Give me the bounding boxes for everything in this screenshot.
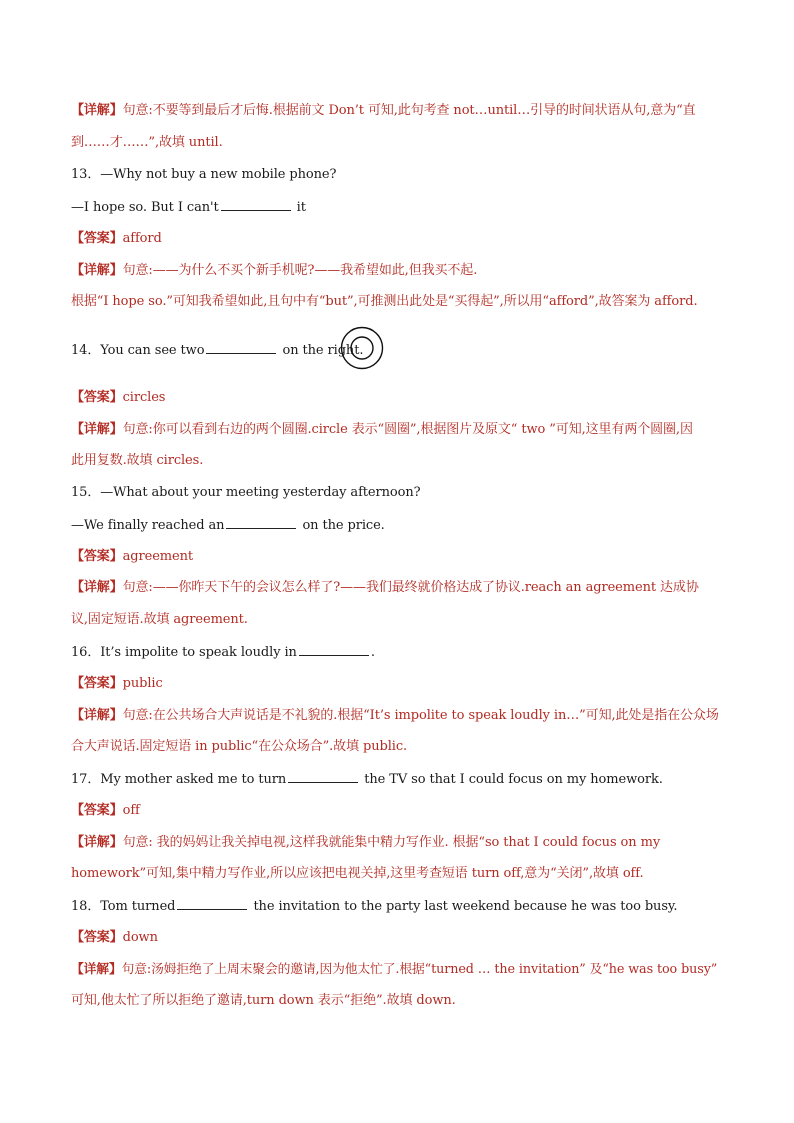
q15-blank [226, 515, 296, 529]
two-circles-figure [340, 326, 384, 370]
q13-question-line2: —I hope so. But I can't it [71, 197, 724, 218]
q18-detail-line2: 可知,他太忙了所以拒绝了邀请,turn down 表示“拒绝”.故填 down. [71, 993, 456, 1008]
q16-answer: 【答案】public [71, 676, 163, 691]
q15-question-line2: —We finally reached an on the price. [71, 515, 724, 536]
q18-detail-line1: 【详解】句意:汤姆拒绝了上周末聚会的邀请,因为他太忙了.根据“turned … the invitation” 及“he was too busy” [71, 962, 718, 977]
q15-question-line1: 15．—What about your meeting yesterday afternoon? [71, 485, 421, 500]
q16-detail-line2: 合大声说话.固定短语 in public“在公众场合”.故填 public. [71, 739, 408, 754]
q13-answer: 【答案】afford [71, 231, 162, 246]
q15-detail-line1: 【详解】句意:——你昨天下午的会议怎么样了?——我们最终就价格达成了协议.reach an agreement 达成协 [71, 580, 699, 595]
q18-question: 18．Tom turned the invitation to the party last weekend because he was too busy. [71, 896, 724, 917]
q12-detail-line2: 到……才……”,故填 until. [71, 135, 223, 150]
q18-blank [177, 896, 247, 910]
q12-detail-line1: 【详解】句意:不要等到最后才后悔.根据前文 Don’t 可知,此句考查 not…until…引导的时间状语从句,意为“直 [71, 103, 696, 118]
q18-answer: 【答案】down [71, 930, 158, 945]
q16-blank [299, 642, 369, 656]
q15-answer: 【答案】agreement [71, 549, 193, 564]
q13-detail-line1: 【详解】句意:——为什么不买个新手机呢?——我希望如此,但我买不起. [71, 263, 478, 278]
q13-blank [221, 197, 291, 211]
q14-question: 14．You can see two on the right. [71, 340, 724, 361]
q13-detail-line2: 根据“I hope so.”可知我希望如此,且句中有“but”,可推测出此处是“买得起”,所以用“afford”,故答案为 afford. [71, 294, 698, 309]
q15-detail-line2: 议,固定短语.故填 agreement. [71, 612, 248, 627]
q17-detail-line1: 【详解】句意: 我的妈妈让我关掉电视,这样我就能集中精力写作业. 根据“so that I could focus on my [71, 835, 661, 850]
q17-answer: 【答案】off [71, 803, 140, 818]
q17-blank [288, 769, 358, 783]
q14-detail-line1: 【详解】句意:你可以看到右边的两个圆圈.circle 表示“圆圈”,根据图片及原文“ two ”可知,这里有两个圆圈,因 [71, 422, 693, 437]
q14-detail-line2: 此用复数.故填 circles. [71, 453, 204, 468]
q16-question: 16．It’s impolite to speak loudly in . [71, 642, 724, 663]
q14-answer: 【答案】circles [71, 390, 166, 405]
q16-detail-line1: 【详解】句意:在公共场合大声说话是不礼貌的.根据“It’s impolite to speak loudly in…”可知,此处是指在公众场 [71, 708, 719, 723]
q13-question-line1: 13．—Why not buy a new mobile phone? [71, 167, 337, 182]
q14-blank [206, 340, 276, 354]
q17-question: 17．My mother asked me to turn the TV so that I could focus on my homework. [71, 769, 724, 790]
q17-detail-line2: homework”可知,集中精力写作业,所以应该把电视关掉,这里考查短语 turn off,意为“关闭”,故填 off. [71, 866, 644, 881]
